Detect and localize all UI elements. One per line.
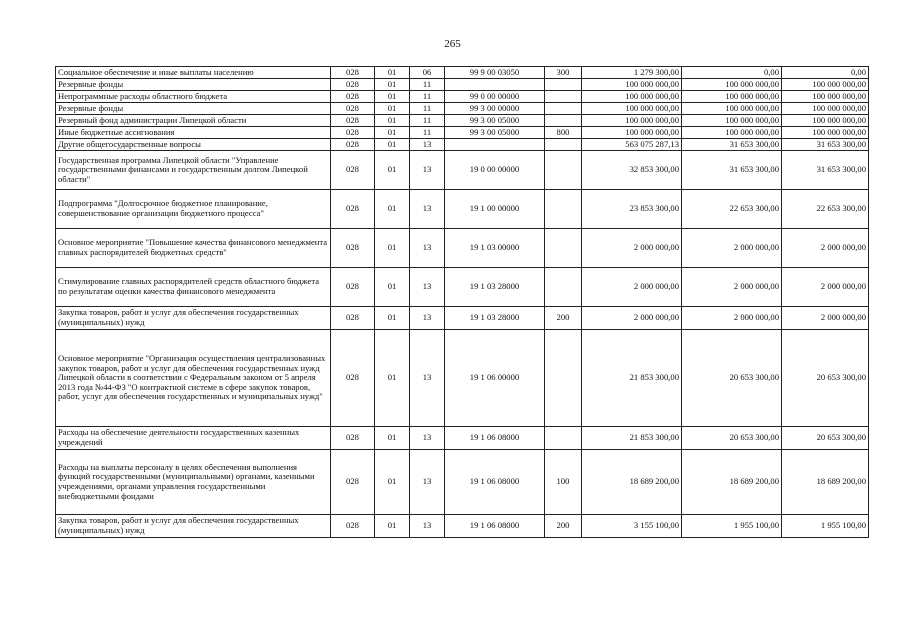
section-code-cell: 01 — [375, 190, 410, 229]
expense-name-cell: Подпрограмма "Долгосрочное бюджетное планирование, совершенствование организации бюджетного процесса" — [56, 190, 331, 229]
subsection-code-cell: 13 — [410, 450, 445, 515]
department-code-cell: 028 — [331, 103, 375, 115]
expense-name-cell: Закупка товаров, работ и услуг для обеспечения государственных (муниципальных) нужд — [56, 515, 331, 538]
expense-type-code-cell — [545, 330, 582, 427]
expense-type-code-cell — [545, 151, 582, 190]
amount-year-3-cell: 31 653 300,00 — [782, 139, 869, 151]
expense-type-code-cell — [545, 139, 582, 151]
amount-year-3-cell: 31 653 300,00 — [782, 151, 869, 190]
expense-name-cell: Государственная программа Липецкой области "Управление государственными финансами и государственным долгом Липецкой области" — [56, 151, 331, 190]
amount-year-2-cell: 18 689 200,00 — [682, 450, 782, 515]
expense-name-cell: Социальное обеспечение и иные выплаты населению — [56, 67, 331, 79]
amount-year-3-cell: 100 000 000,00 — [782, 127, 869, 139]
amount-year-2-cell: 20 653 300,00 — [682, 330, 782, 427]
amount-year-2-cell: 100 000 000,00 — [682, 115, 782, 127]
subsection-code-cell: 13 — [410, 515, 445, 538]
expense-type-code-cell — [545, 190, 582, 229]
target-article-code-cell: 19 1 06 08000 — [445, 450, 545, 515]
table-row — [56, 515, 869, 538]
amount-year-3-cell: 1 955 100,00 — [782, 515, 869, 538]
expense-type-code-cell — [545, 229, 582, 268]
table-row — [56, 79, 869, 91]
subsection-code-cell: 06 — [410, 67, 445, 79]
expense-type-code-cell — [545, 268, 582, 307]
subsection-code-cell: 13 — [410, 229, 445, 268]
department-code-cell: 028 — [331, 79, 375, 91]
section-code-cell: 01 — [375, 307, 410, 330]
amount-year-2-cell: 31 653 300,00 — [682, 151, 782, 190]
table-row — [56, 450, 869, 515]
subsection-code-cell: 13 — [410, 427, 445, 450]
table-row — [56, 139, 869, 151]
target-article-code-cell: 19 1 06 08000 — [445, 515, 545, 538]
table-row — [56, 229, 869, 268]
department-code-cell: 028 — [331, 427, 375, 450]
expense-name-cell: Резервные фонды — [56, 79, 331, 91]
section-code-cell: 01 — [375, 103, 410, 115]
target-article-code-cell: 19 1 03 00000 — [445, 229, 545, 268]
amount-year-1-cell: 100 000 000,00 — [582, 91, 682, 103]
section-code-cell: 01 — [375, 151, 410, 190]
expense-name-cell: Закупка товаров, работ и услуг для обеспечения государственных (муниципальных) нужд — [56, 307, 331, 330]
amount-year-1-cell: 21 853 300,00 — [582, 427, 682, 450]
expense-type-code-cell: 200 — [545, 515, 582, 538]
section-code-cell: 01 — [375, 115, 410, 127]
amount-year-3-cell: 20 653 300,00 — [782, 427, 869, 450]
amount-year-1-cell: 18 689 200,00 — [582, 450, 682, 515]
section-code-cell: 01 — [375, 330, 410, 427]
target-article-code-cell: 19 1 00 00000 — [445, 190, 545, 229]
table-row — [56, 103, 869, 115]
expense-type-code-cell — [545, 79, 582, 91]
amount-year-2-cell: 31 653 300,00 — [682, 139, 782, 151]
expense-type-code-cell — [545, 115, 582, 127]
expense-type-code-cell — [545, 103, 582, 115]
subsection-code-cell: 11 — [410, 103, 445, 115]
target-article-code-cell: 19 1 06 00000 — [445, 330, 545, 427]
expense-type-code-cell: 100 — [545, 450, 582, 515]
subsection-code-cell: 11 — [410, 115, 445, 127]
section-code-cell: 01 — [375, 427, 410, 450]
amount-year-3-cell: 2 000 000,00 — [782, 268, 869, 307]
amount-year-2-cell: 20 653 300,00 — [682, 427, 782, 450]
department-code-cell: 028 — [331, 190, 375, 229]
expense-type-code-cell: 300 — [545, 67, 582, 79]
amount-year-2-cell: 100 000 000,00 — [682, 91, 782, 103]
target-article-code-cell: 99 0 00 00000 — [445, 91, 545, 103]
department-code-cell: 028 — [331, 115, 375, 127]
department-code-cell: 028 — [331, 229, 375, 268]
expense-name-cell: Расходы на выплаты персоналу в целях обеспечения выполнения функций государственными (муниципальными) органами, казенными учреждениями, органами управления государственными внебюджетными фондами — [56, 450, 331, 515]
amount-year-3-cell: 20 653 300,00 — [782, 330, 869, 427]
budget-table — [55, 66, 869, 538]
amount-year-3-cell: 22 653 300,00 — [782, 190, 869, 229]
section-code-cell: 01 — [375, 450, 410, 515]
table-row — [56, 115, 869, 127]
target-article-code-cell: 19 1 03 28000 — [445, 307, 545, 330]
amount-year-3-cell: 2 000 000,00 — [782, 307, 869, 330]
amount-year-1-cell: 3 155 100,00 — [582, 515, 682, 538]
department-code-cell: 028 — [331, 91, 375, 103]
department-code-cell: 028 — [331, 139, 375, 151]
subsection-code-cell: 13 — [410, 268, 445, 307]
table-row — [56, 127, 869, 139]
section-code-cell: 01 — [375, 229, 410, 268]
amount-year-1-cell: 23 853 300,00 — [582, 190, 682, 229]
expense-name-cell: Основное мероприятие "Повышение качества финансового менеджмента главных распорядителей бюджетных средств" — [56, 229, 331, 268]
amount-year-2-cell: 0,00 — [682, 67, 782, 79]
table-row — [56, 427, 869, 450]
amount-year-2-cell: 100 000 000,00 — [682, 79, 782, 91]
amount-year-1-cell: 563 075 287,13 — [582, 139, 682, 151]
expense-name-cell: Основное мероприятие "Организация осуществления централизованных закупок товаров, работ и услуг для обеспечения государственных нужд Липецкой области в соответствии с Федеральным законом от 5 апреля 2013 года №44-ФЗ "О контрактной системе в сфере закупок товаров, работ, услуг для обеспечения государственных и муниципальных нужд" — [56, 330, 331, 427]
amount-year-2-cell: 2 000 000,00 — [682, 268, 782, 307]
subsection-code-cell: 11 — [410, 127, 445, 139]
page-number: 265 — [444, 38, 461, 50]
subsection-code-cell: 13 — [410, 330, 445, 427]
department-code-cell: 028 — [331, 515, 375, 538]
amount-year-3-cell: 100 000 000,00 — [782, 79, 869, 91]
expense-type-code-cell — [545, 91, 582, 103]
section-code-cell: 01 — [375, 515, 410, 538]
table-row — [56, 151, 869, 190]
amount-year-3-cell: 100 000 000,00 — [782, 103, 869, 115]
amount-year-2-cell: 2 000 000,00 — [682, 307, 782, 330]
expense-type-code-cell: 800 — [545, 127, 582, 139]
target-article-code-cell — [445, 79, 545, 91]
amount-year-2-cell: 100 000 000,00 — [682, 103, 782, 115]
subsection-code-cell: 13 — [410, 139, 445, 151]
department-code-cell: 028 — [331, 67, 375, 79]
table-row — [56, 307, 869, 330]
table-body — [56, 67, 869, 538]
expense-name-cell: Резервные фонды — [56, 103, 331, 115]
amount-year-1-cell: 100 000 000,00 — [582, 127, 682, 139]
department-code-cell: 028 — [331, 330, 375, 427]
department-code-cell: 028 — [331, 127, 375, 139]
section-code-cell: 01 — [375, 79, 410, 91]
amount-year-1-cell: 2 000 000,00 — [582, 229, 682, 268]
expense-name-cell: Другие общегосударственные вопросы — [56, 139, 331, 151]
subsection-code-cell: 11 — [410, 79, 445, 91]
amount-year-2-cell: 100 000 000,00 — [682, 127, 782, 139]
table-row — [56, 67, 869, 79]
expense-type-code-cell: 200 — [545, 307, 582, 330]
expense-name-cell: Иные бюджетные ассигнования — [56, 127, 331, 139]
subsection-code-cell: 13 — [410, 307, 445, 330]
amount-year-1-cell: 100 000 000,00 — [582, 79, 682, 91]
subsection-code-cell: 13 — [410, 190, 445, 229]
expense-name-cell: Резервный фонд администрации Липецкой области — [56, 115, 331, 127]
amount-year-3-cell: 2 000 000,00 — [782, 229, 869, 268]
target-article-code-cell — [445, 139, 545, 151]
amount-year-3-cell: 18 689 200,00 — [782, 450, 869, 515]
amount-year-3-cell: 100 000 000,00 — [782, 115, 869, 127]
amount-year-1-cell: 2 000 000,00 — [582, 268, 682, 307]
department-code-cell: 028 — [331, 268, 375, 307]
section-code-cell: 01 — [375, 268, 410, 307]
amount-year-1-cell: 100 000 000,00 — [582, 115, 682, 127]
expense-name-cell: Стимулирование главных распорядителей средств областного бюджета по результатам оценки качества финансового менеджмента — [56, 268, 331, 307]
section-code-cell: 01 — [375, 91, 410, 103]
department-code-cell: 028 — [331, 450, 375, 515]
amount-year-2-cell: 1 955 100,00 — [682, 515, 782, 538]
amount-year-3-cell: 0,00 — [782, 67, 869, 79]
amount-year-2-cell: 22 653 300,00 — [682, 190, 782, 229]
table-row — [56, 190, 869, 229]
section-code-cell: 01 — [375, 139, 410, 151]
department-code-cell: 028 — [331, 151, 375, 190]
target-article-code-cell: 99 3 00 05000 — [445, 127, 545, 139]
table-row — [56, 330, 869, 427]
amount-year-1-cell: 2 000 000,00 — [582, 307, 682, 330]
amount-year-1-cell: 1 279 300,00 — [582, 67, 682, 79]
section-code-cell: 01 — [375, 127, 410, 139]
amount-year-3-cell: 100 000 000,00 — [782, 91, 869, 103]
target-article-code-cell: 19 1 03 28000 — [445, 268, 545, 307]
expense-name-cell: Непрограммные расходы областного бюджета — [56, 91, 331, 103]
amount-year-1-cell: 32 853 300,00 — [582, 151, 682, 190]
amount-year-1-cell: 100 000 000,00 — [582, 103, 682, 115]
target-article-code-cell: 19 0 00 00000 — [445, 151, 545, 190]
table-row — [56, 91, 869, 103]
department-code-cell: 028 — [331, 307, 375, 330]
target-article-code-cell: 19 1 06 08000 — [445, 427, 545, 450]
subsection-code-cell: 13 — [410, 151, 445, 190]
expense-name-cell: Расходы на обеспечение деятельности государственных казенных учреждений — [56, 427, 331, 450]
target-article-code-cell: 99 3 00 05000 — [445, 115, 545, 127]
amount-year-2-cell: 2 000 000,00 — [682, 229, 782, 268]
table-row — [56, 268, 869, 307]
target-article-code-cell: 99 9 00 03050 — [445, 67, 545, 79]
target-article-code-cell: 99 3 00 00000 — [445, 103, 545, 115]
section-code-cell: 01 — [375, 67, 410, 79]
subsection-code-cell: 11 — [410, 91, 445, 103]
amount-year-1-cell: 21 853 300,00 — [582, 330, 682, 427]
expense-type-code-cell — [545, 427, 582, 450]
